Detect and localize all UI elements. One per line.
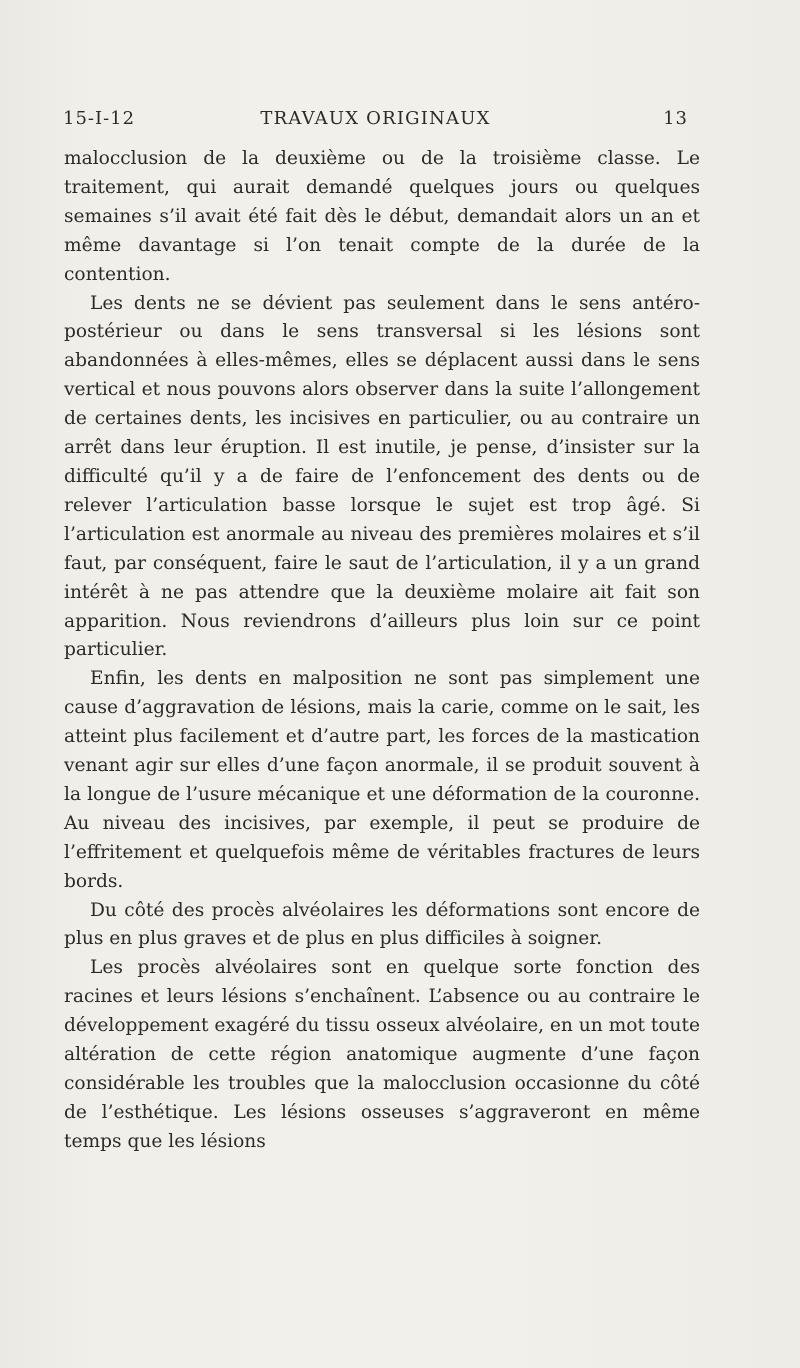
body-text bbox=[64, 145, 700, 1157]
paragraph-5: Les procès alvéolaires sont en quelque sorte fonction des racines et leurs lésions s’enchaînent. L’absence ou au contraire le développement exagéré du tissu osseux alvéolaire, en un mot toute altération de cette région anatomique augmente d’une façon considérable les troubles que la malocclusion occasionne du côté de l’esthétique. Les lésions osseuses s’aggraveront en même temps que les lésions bbox=[64, 957, 700, 1152]
paragraph-1: malocclusion de la deuxième ou de la troisième classe. Le traitement, qui aurait demandé quelques jours ou quelques semaines s’il avait été fait dès le début, demandait alors un an et même davantage si l’on tenait compte de la durée de la contention. bbox=[64, 148, 700, 285]
header-section-title: TRAVAUX ORIGINAUX bbox=[260, 108, 491, 129]
paragraph-3: Enfin, les dents en malposition ne sont pas simplement une cause d’aggravation de lésions, mais la carie, comme on le sait, les atteint plus facilement et d’autre part, les forces de la mastication venant agir sur elles d’une façon anormale, il se produit souvent à la longue de l’usure mécanique et une déformation de la couronne. Au niveau des incisives, par exemple, il peut se produire de l’effritement et quelquefois même de véritables fractures de leurs bords. bbox=[64, 668, 700, 892]
page-number: 13 bbox=[663, 108, 688, 129]
running-header bbox=[63, 108, 688, 136]
paragraph-2: Les dents ne se dévient pas seulement dans le sens antéro-postérieur ou dans le sens transversal si les lésions sont abandonnées à elles-mêmes, elles se déplacent aussi dans le sens vertical et nous pouvons alors observer dans la suite l’allongement de certaines dents, les incisives en particulier, ou au contraire un arrêt dans leur éruption. Il est inutile, je pense, d’insister sur la difficulté qu’il y a de faire de l’enfoncement des dents ou de relever l’articulation basse lorsque le sujet est trop âgé. Si l’articulation est anormale au niveau des premières molaires et s’il faut, par conséquent, faire le saut de l’articulation, il y a un grand intérêt à ne pas attendre que la deuxième molaire ait fait son apparition. Nous reviendrons d’ailleurs plus loin sur ce point particulier. bbox=[64, 292, 700, 661]
paragraph-4: Du côté des procès alvéolaires les déformations sont encore de plus en plus graves et de plus en plus difficiles à soigner. bbox=[64, 899, 700, 950]
header-date: 15-I-12 bbox=[63, 108, 136, 129]
